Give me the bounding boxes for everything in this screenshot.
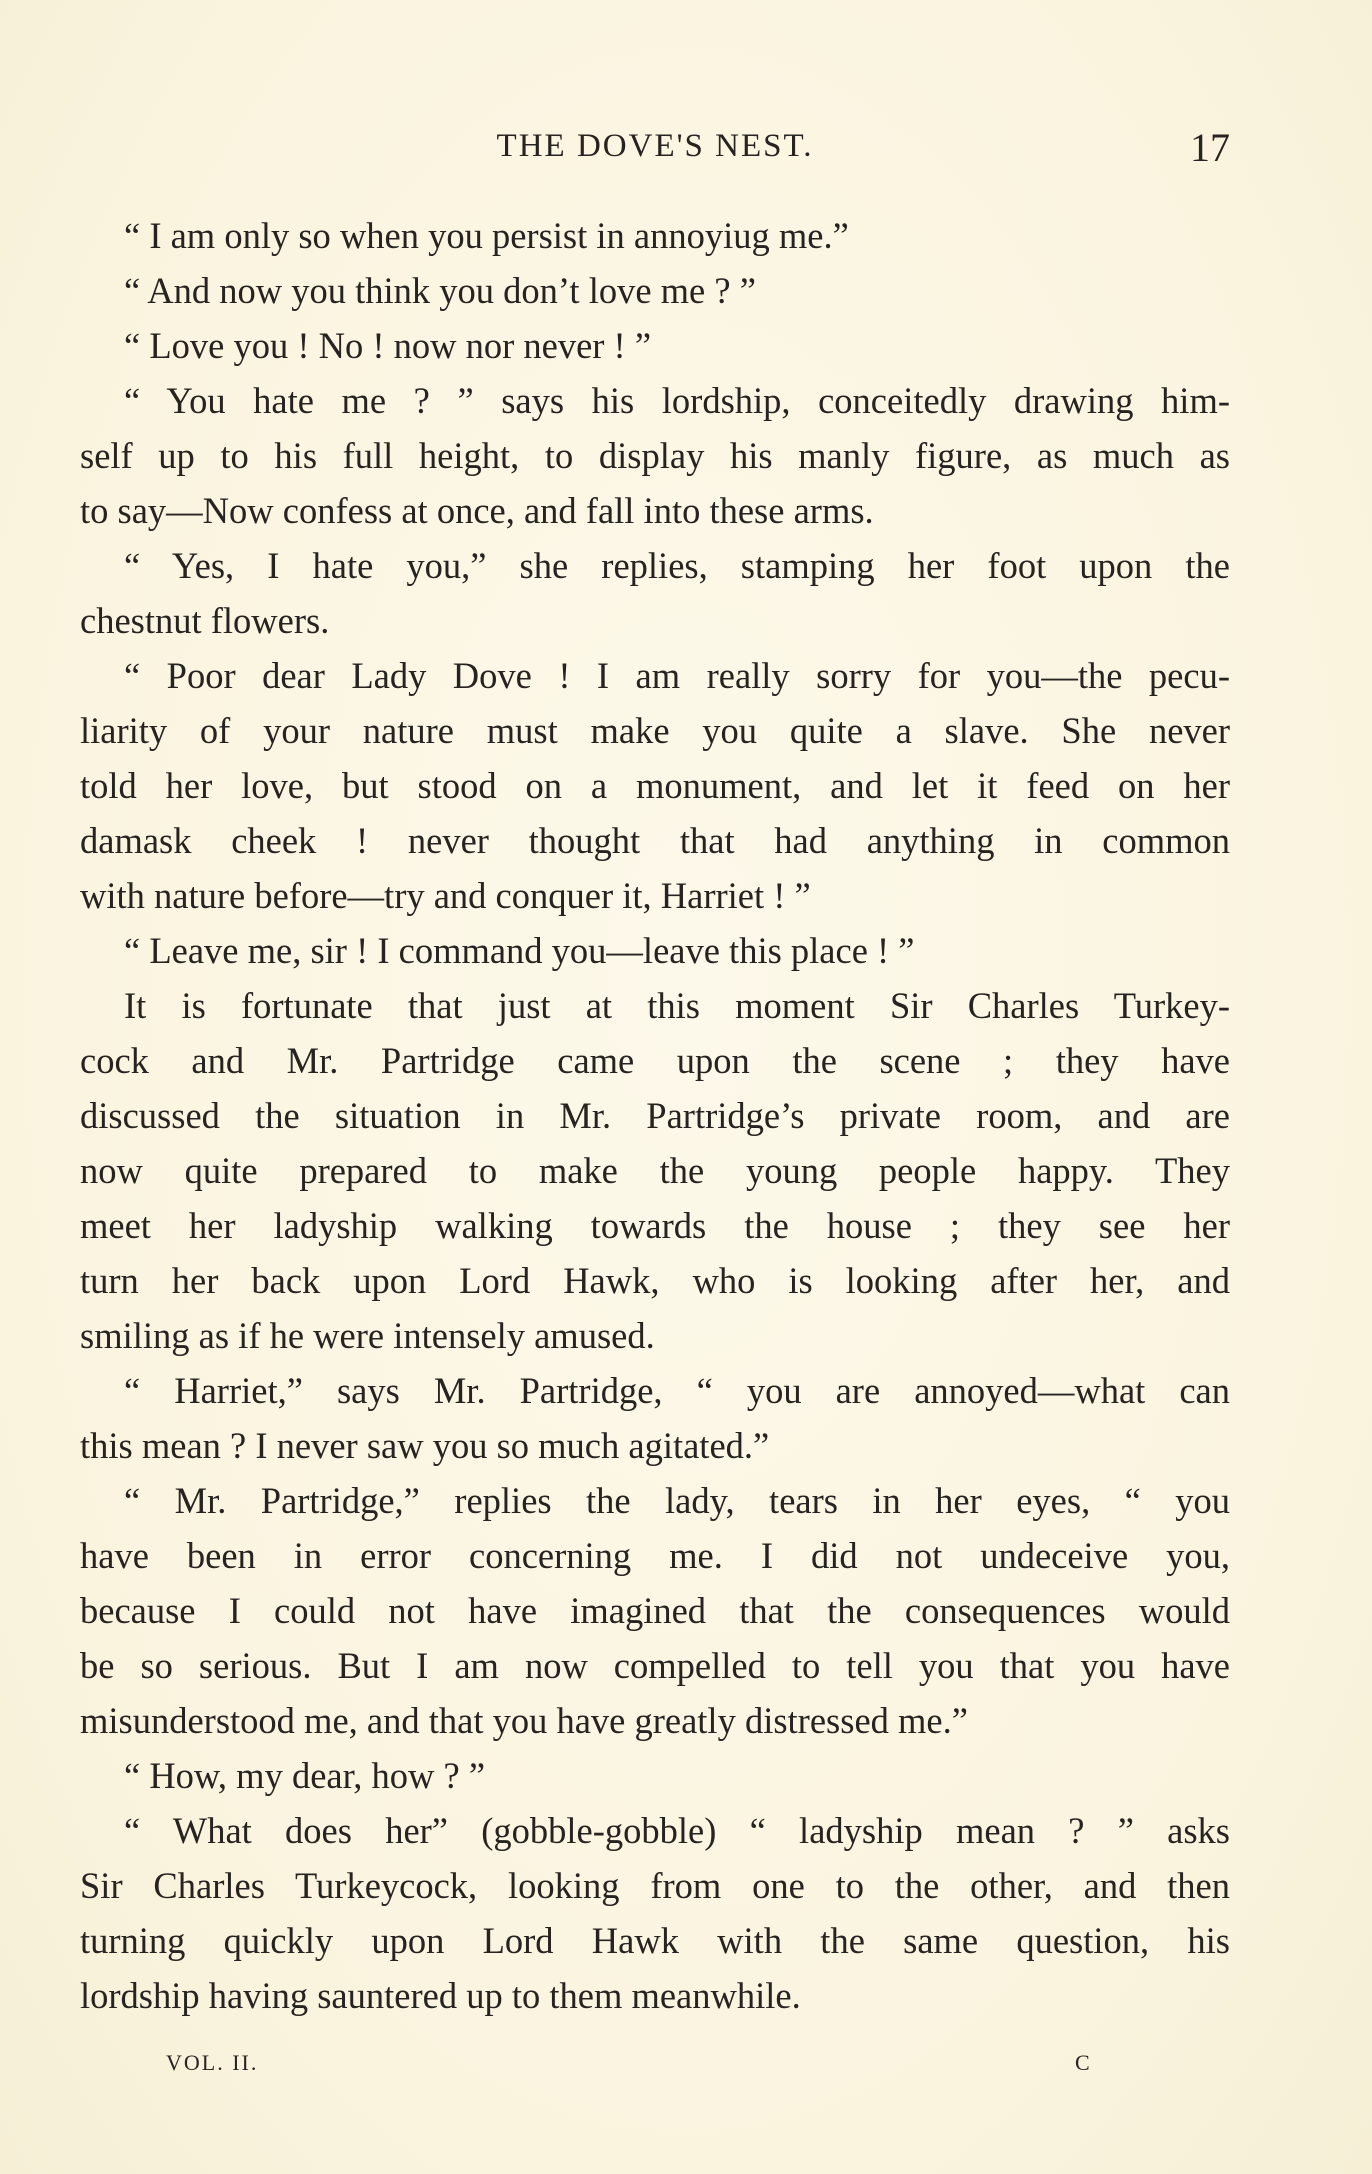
signature-mark: C: [1075, 2050, 1092, 2075]
text-line: Sir Charles Turkeycock, looking from one to the other, and then: [80, 1865, 1230, 1906]
text-line: to say—Now confess at once, and fall into these arms.: [80, 490, 874, 531]
text-line: turn her back upon Lord Hawk, who is looking after her, and: [80, 1260, 1230, 1301]
text-line: “ Yes, I hate you,” she replies, stamping her foot upon the: [124, 545, 1230, 586]
text-line: this mean ? I never saw you so much agitated.”: [80, 1425, 770, 1466]
body-text: [80, 208, 1230, 2023]
text-line: self up to his full height, to display his manly figure, as much as: [80, 435, 1230, 476]
text-line: with nature before—try and conquer it, Harriet ! ”: [80, 875, 811, 916]
text-line: “ How, my dear, how ? ”: [124, 1755, 486, 1796]
text-line: now quite prepared to make the young people happy. They: [80, 1150, 1230, 1191]
text-line: “ And now you think you don’t love me ? ”: [124, 270, 756, 311]
text-line: lordship having sauntered up to them meanwhile.: [80, 1975, 801, 2016]
text-line: “ What does her” (gobble-gobble) “ ladyship mean ? ” asks: [124, 1810, 1230, 1851]
text-line: “ Leave me, sir ! I command you—leave this place ! ”: [124, 930, 915, 971]
text-line: misunderstood me, and that you have greatly distressed me.”: [80, 1700, 968, 1741]
text-line: smiling as if he were intensely amused.: [80, 1315, 655, 1356]
text-line: be so serious. But I am now compelled to tell you that you have: [80, 1645, 1230, 1686]
volume-mark: VOL. II.: [166, 2050, 259, 2075]
text-line: It is fortunate that just at this moment Sir Charles Turkey-: [124, 985, 1230, 1026]
text-line: told her love, but stood on a monument, and let it feed on her: [80, 765, 1230, 806]
page-number: 17: [1190, 125, 1230, 170]
text-line: chestnut flowers.: [80, 600, 330, 641]
text-line: “ I am only so when you persist in annoyiug me.”: [124, 215, 849, 256]
text-line: “ Mr. Partridge,” replies the lady, tears in her eyes, “ you: [124, 1480, 1230, 1521]
running-title: THE DOVE'S NEST.: [496, 128, 814, 164]
page-footer: [80, 2050, 1230, 2090]
text-line: “ Poor dear Lady Dove ! I am really sorry for you—the pecu-: [124, 655, 1230, 696]
text-line: liarity of your nature must make you quite a slave. She never: [80, 710, 1230, 751]
text-line: because I could not have imagined that the consequences would: [80, 1590, 1230, 1631]
text-line: have been in error concerning me. I did not undeceive you,: [80, 1535, 1230, 1576]
text-line: “ Harriet,” says Mr. Partridge, “ you are annoyed—what can: [124, 1370, 1230, 1411]
text-line: turning quickly upon Lord Hawk with the same question, his: [80, 1920, 1230, 1961]
text-line: damask cheek ! never thought that had anything in common: [80, 820, 1230, 861]
text-line: meet her ladyship walking towards the house ; they see her: [80, 1205, 1230, 1246]
text-line: “ You hate me ? ” says his lordship, conceitedly drawing him-: [124, 380, 1230, 421]
running-head: [80, 125, 1230, 178]
text-line: “ Love you ! No ! now nor never ! ”: [124, 325, 652, 366]
text-line: cock and Mr. Partridge came upon the scene ; they have: [80, 1040, 1230, 1081]
text-line: discussed the situation in Mr. Partridge’s private room, and are: [80, 1095, 1230, 1136]
